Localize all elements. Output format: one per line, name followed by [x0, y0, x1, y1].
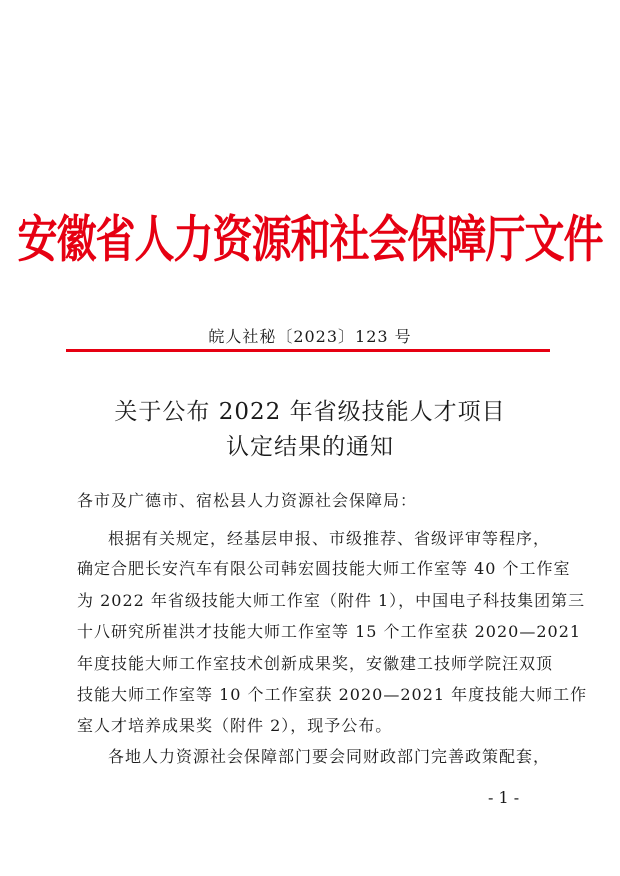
page-number: - 1 -: [488, 788, 520, 807]
body-line-3: 为 2022 年省级技能大师工作室（附件 1），中国电子科技集团第三: [77, 591, 586, 610]
body-line-7: 室人才培养成果奖（附件 2），现予公布。: [77, 716, 393, 735]
issuer-header: 安徽省人力资源和社会保障厅文件: [17, 211, 603, 269]
notice-title-line-2: 认定结果的通知: [226, 434, 394, 460]
body-line-4: 十八研究所崔洪才技能大师工作室等 15 个工作室获 2020—2021: [77, 622, 582, 641]
red-divider-line: [66, 349, 550, 352]
salutation: 各市及广德市、宿松县人力资源社会保障局：: [77, 491, 418, 510]
document-number: 皖人社秘〔2023〕123 号: [208, 327, 412, 346]
body-line-5: 年度技能大师工作室技术创新成果奖，安徽建工技师学院汪双顶: [77, 654, 554, 673]
body-line-8: 各地人力资源社会保障部门要会同财政部门完善政策配套，: [108, 747, 551, 766]
body-line-6: 技能大师工作室等 10 个工作室获 2020—2021 年度技能大师工作: [77, 685, 588, 704]
body-line-2: 确定合肥长安汽车有限公司韩宏圆技能大师工作室等 40 个工作室: [77, 559, 571, 578]
body-line-1: 根据有关规定，经基层申报、市级推荐、省级评审等程序，: [108, 529, 551, 548]
notice-title-line-1: 关于公布 2022 年省级技能人才项目: [114, 399, 506, 425]
